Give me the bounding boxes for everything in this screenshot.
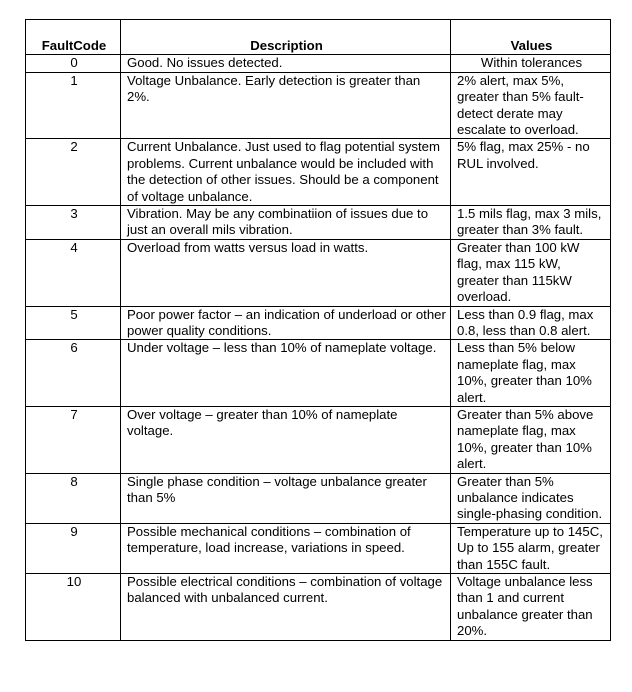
fault-code-cell: 10 (26, 574, 121, 641)
header-row (26, 20, 611, 55)
description-cell: Voltage Unbalance. Early detection is greater than 2%. (121, 72, 451, 139)
fault-code-cell: 9 (26, 523, 121, 573)
values-cell: 2% alert, max 5%, greater than 5% fault-detect derate may escalate to overload. (451, 72, 611, 139)
description-cell: Possible mechanical conditions – combination of temperature, load increase, variations in speed. (121, 523, 451, 573)
fault-code-cell: 1 (26, 72, 121, 139)
description-cell: Over voltage – greater than 10% of nameplate voltage. (121, 406, 451, 473)
header-values: Values (451, 20, 611, 55)
table-row (26, 239, 611, 306)
table-row (26, 306, 611, 340)
description-cell: Under voltage – less than 10% of nameplate voltage. (121, 340, 451, 407)
description-cell: Vibration. May be any combinatiion of issues due to just an overall mils vibration. (121, 206, 451, 240)
table-row (26, 55, 611, 72)
values-cell: Greater than 5% above nameplate flag, max 10%, greater than 10% alert. (451, 406, 611, 473)
fault-code-cell: 6 (26, 340, 121, 407)
values-cell: 1.5 mils flag, max 3 mils, greater than 3% fault. (451, 206, 611, 240)
fault-code-cell: 7 (26, 406, 121, 473)
values-cell: Greater than 5% unbalance indicates single-phasing condition. (451, 473, 611, 523)
fault-code-table (25, 19, 611, 641)
table-row (26, 139, 611, 206)
values-cell: Greater than 100 kW flag, max 115 kW, greater than 115kW overload. (451, 239, 611, 306)
description-cell: Good. No issues detected. (121, 55, 451, 72)
values-cell: Voltage unbalance less than 1 and current unbalance greater than 20%. (451, 574, 611, 641)
description-cell: Possible electrical conditions – combination of voltage balanced with unbalanced current. (121, 574, 451, 641)
fault-code-cell: 8 (26, 473, 121, 523)
values-cell: Less than 5% below nameplate flag, max 10%, greater than 10% alert. (451, 340, 611, 407)
table-row (26, 340, 611, 407)
description-cell: Current Unbalance. Just used to flag potential system problems. Current unbalance would be included with the detection of other issues. Should be a component of voltage unbalance. (121, 139, 451, 206)
table-row (26, 473, 611, 523)
fault-code-cell: 3 (26, 206, 121, 240)
fault-code-cell: 5 (26, 306, 121, 340)
values-cell: Temperature up to 145C, Up to 155 alarm, greater than 155C fault. (451, 523, 611, 573)
table-row (26, 574, 611, 641)
values-cell: Less than 0.9 flag, max 0.8, less than 0.8 alert. (451, 306, 611, 340)
header-faultcode: FaultCode (26, 20, 121, 55)
description-cell: Overload from watts versus load in watts. (121, 239, 451, 306)
description-cell: Poor power factor – an indication of underload or other power quality conditions. (121, 306, 451, 340)
header-description: Description (121, 20, 451, 55)
fault-code-cell: 4 (26, 239, 121, 306)
description-cell: Single phase condition – voltage unbalance greater than 5% (121, 473, 451, 523)
fault-code-cell: 0 (26, 55, 121, 72)
fault-code-cell: 2 (26, 139, 121, 206)
table-row (26, 206, 611, 240)
table-row (26, 523, 611, 573)
values-cell: Within tolerances (451, 55, 611, 72)
table-row (26, 406, 611, 473)
table-row (26, 72, 611, 139)
values-cell: 5% flag, max 25% - no RUL involved. (451, 139, 611, 206)
